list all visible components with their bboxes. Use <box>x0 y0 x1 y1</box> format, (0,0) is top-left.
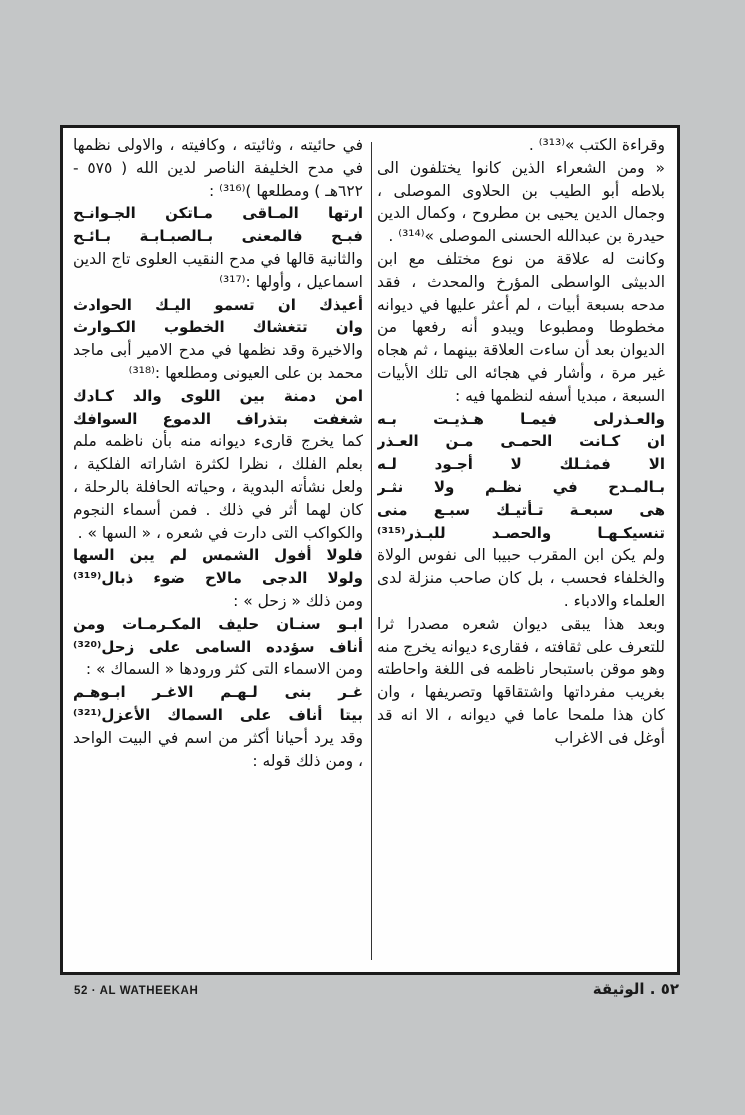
verse-line: الا فمثـلك لا أجـود لـه <box>377 455 665 474</box>
verse-line: هى سبعـة تـأتيـك سبـع منى <box>377 500 665 519</box>
verse-line: بـالمـدح في نظـم ولا نثـر <box>377 477 665 496</box>
paragraph: في حائيته ، وثائيته ، وكافيته ، والاولى نظمها في مدح الخليفة الناصر لدين الله ( ٥٧٥ - ٦٢٢هـ ) ومطلعها )⁽³¹⁶⁾ : <box>73 136 363 200</box>
verse-line: فلولا أفول الشمس لم يبن السها <box>73 546 363 565</box>
verse-line: أناف سؤدده السامى على زحل⁽³²⁰⁾ <box>73 637 363 656</box>
paragraph: وقد يرد أحيانا أكثر من اسم في البيت الواحد ، ومن ذلك قوله : <box>73 728 363 770</box>
paragraph: ولم يكن ابن المقرب حبيبا الى نفوس الولاة والخلفاء فحسب ، بل كان صاحب منزلة لدى العلماء والادباء . <box>377 546 665 610</box>
page-frame <box>60 125 680 975</box>
paragraph: والاخيرة وقد نظمها في مدح الامير أبى ماجد محمد بن على العيونى ومطلعها :⁽³¹⁸⁾ <box>73 341 363 382</box>
footer-page-number-latin: 52 · AL WATHEEKAH <box>74 985 199 997</box>
verse-line: شغفت بتذراف الدموع السوافك <box>73 409 363 428</box>
verse-line: امن دمنة بين اللوى والد كـادك <box>73 386 363 405</box>
left-column <box>73 134 363 966</box>
verse-line: ابـو سنـان حليف المكـرمـات ومن <box>73 614 363 633</box>
paragraph: ومن ذلك « زحل » : <box>233 591 363 610</box>
verse-line: أعيذك ان تسمو اليـك الحوادث <box>73 295 363 314</box>
verse-line: بيتا أناف على السماك الأعزل⁽³²¹⁾ <box>73 705 363 724</box>
footer-page-number-arabic: ٥٢ . الوثيقة <box>592 980 679 998</box>
paragraph: وكانت له علاقة من نوع مختلف مع ابن الدبيثى الواسطى المؤرخ والمحدث ، فقد مدحه بسبعة أبيات ، لم أعثر عليها في ديوانه مخطوطا ومطبوعا ويبدو أنه رفعها من الديوان بعد أن ساءت العلاقة بينهما ، ثم هجاه غير مرة ، وأشار في هجائه الى تلك الأبيات السبعة ، مبديا أسفه لنظمها فيه : <box>377 249 665 405</box>
column-divider <box>371 142 372 960</box>
paragraph: كما يخرج قارىء ديوانه منه بأن ناظمه ملم بعلم الفلك ، نظرا لكثرة اشاراته الفلكية ، ولعل نشأته البدوية ، وحياته الحافلة بالرحلة ، كان لهما أثر في ذلك . فمن أسماء النجوم والكواكب التى دارت في شعره ، « السها » . <box>73 432 363 542</box>
verse-line: غـر بنى لـهـم الاغـر ابـوهـم <box>73 683 363 702</box>
paragraph: وبعد هذا يبقى ديوان شعره مصدرا ثرا للتعرف على ثقافته ، فقارىء ديوانه يخرج منه وهو موقن باستبحار ناظمه فى اللغة واحاطته بغريب مفرداتها واشتقاقها وتصريفها ، وان كان هذا ملمحا عاما في ديوانه ، الا انه قد أوغل فى الاغراب <box>377 614 665 747</box>
verse-line: ارتها المـاقى مـاتكن الجـوانـح <box>73 204 363 223</box>
paragraph: « ومن الشعراء الذين كانوا يختلفون الى بلاطه أبو الطيب بن الحلاوى الموصلى ، وجمال الدين يحيى بن مطروح ، وكمال الدين حيدرة بن عبدالله الحسنى الموصلى »⁽³¹⁴⁾ . <box>377 158 665 246</box>
verse-line: فبـح فالمعنى بـالصبـابـة بـائـح <box>73 227 363 246</box>
paragraph: والثانية قالها في مدح النقيب العلوى تاج الدين اسماعيل ، وأولها :⁽³¹⁷⁾ <box>73 249 363 291</box>
right-column <box>377 134 665 966</box>
verse-line: ان كـانت الحمـى مـن العـذر <box>377 432 665 451</box>
paragraph: ومن الاسماء التى كثر ورودها « السماك » : <box>85 660 363 679</box>
verse-line: وان تتغشاك الخطوب الكـوارث <box>73 318 363 337</box>
verse-line: والعـذرلى فيمـا هـذيـت بـه <box>377 409 665 428</box>
verse-line: تنسيكـهـا والحصـد للبـذر⁽³¹⁵⁾ <box>377 523 665 542</box>
verse-line: ولولا الدجى مالاح ضوء ذبال⁽³¹⁹⁾ <box>73 569 363 588</box>
paragraph: وقراءة الكتب »⁽³¹³⁾ . <box>528 136 665 154</box>
